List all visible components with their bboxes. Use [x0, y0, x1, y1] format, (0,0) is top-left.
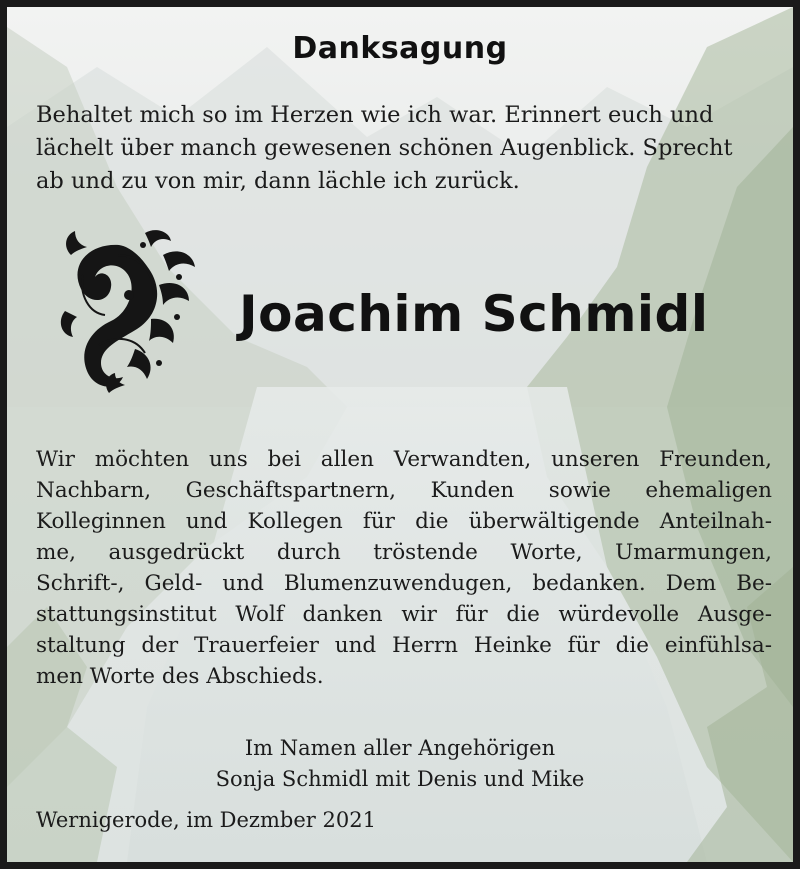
thanks-text: [36, 444, 772, 692]
thanks-line: staltung der Trauerfeier und Herrn Heinke für die einfühlsa-: [36, 633, 772, 658]
card-content: [7, 7, 793, 862]
thanks-line: men Worte des Abschieds.: [36, 664, 324, 689]
thanks-line: Kolleginnen und Kollegen für die überwältigende Anteilnah-: [36, 509, 772, 534]
thanks-line: me, ausgedrückt durch tröstende Worte, Umarmungen,: [36, 540, 772, 565]
place-date: Wernigerode, im Dezmber 2021: [36, 808, 376, 832]
thanks-line: Wir möchten uns bei allen Verwandten, unseren Freunden,: [36, 447, 772, 472]
verse-line: lächelt über manch gewesenen schönen Augenblick. Sprecht: [36, 135, 733, 161]
signature-block: [7, 733, 793, 795]
thanks-line: stattungsinstitut Wolf danken wir für die würdevolle Ausge-: [36, 602, 772, 627]
floral-ornament-icon: [59, 225, 197, 397]
verse-line: Behaltet mich so im Herzen wie ich war. Erinnert euch und: [36, 102, 714, 128]
deceased-name: Joachim Schmidl: [239, 285, 709, 343]
verse-text: [36, 99, 772, 198]
verse-line: ab und zu von mir, dann lächle ich zurück.: [36, 168, 520, 194]
thanks-line: Schrift-, Geld- und Blumenzuwendugen, bedanken. Dem Be-: [36, 571, 772, 596]
signature-line-2: Sonja Schmidl mit Denis und Mike: [215, 767, 585, 791]
signature-line-1: Im Namen aller Angehörigen: [244, 736, 556, 760]
thanks-line: Nachbarn, Geschäftspartnern, Kunden sowie ehemaligen: [36, 478, 772, 503]
page-title: Danksagung: [292, 31, 508, 66]
